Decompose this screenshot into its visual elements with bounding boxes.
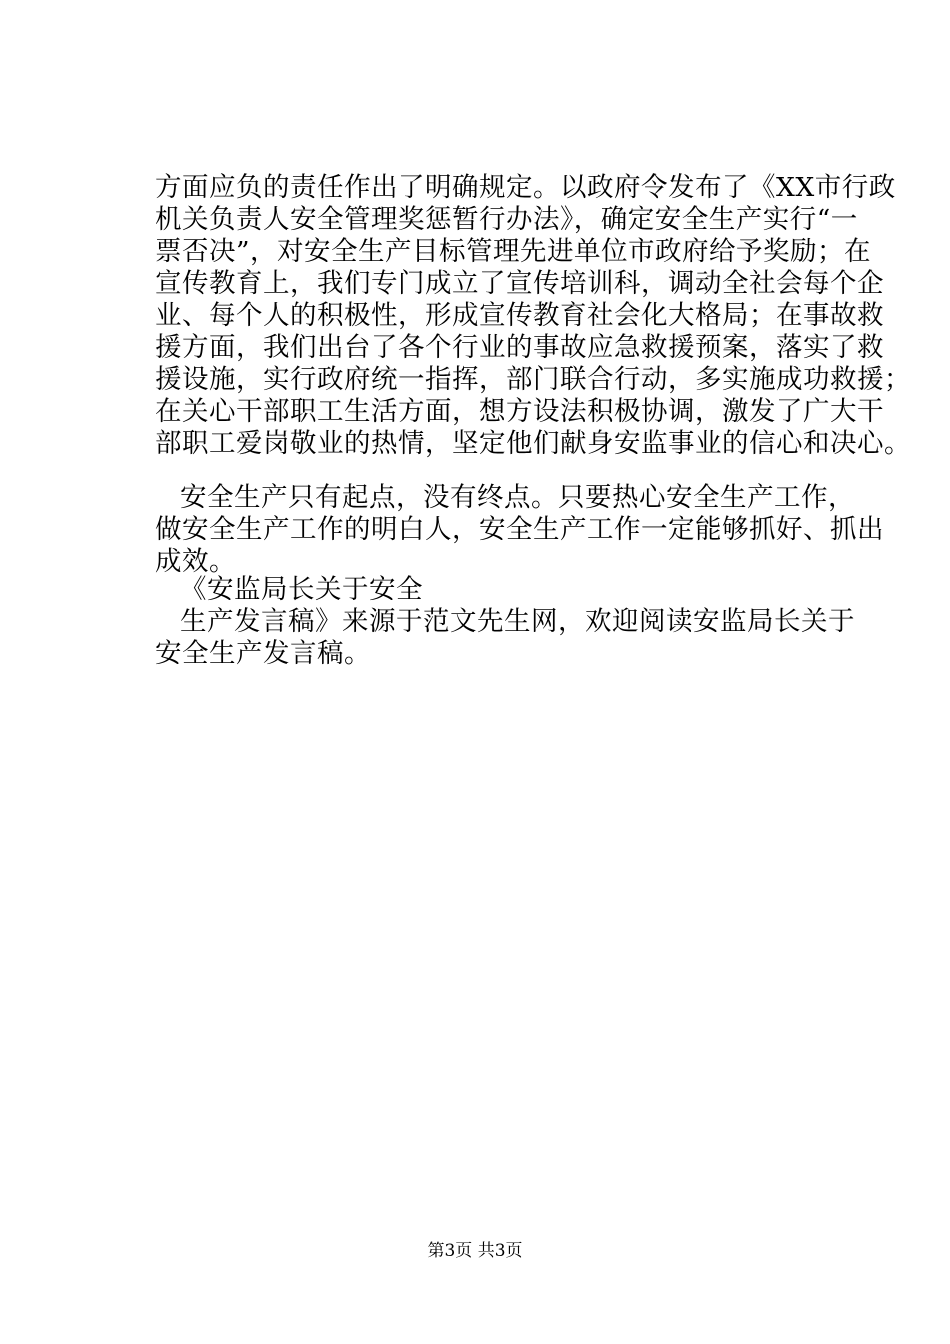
body-text-line: 安全生产只有起点，没有终点。只要热心安全生产工作， — [180, 482, 855, 513]
body-text-line: 安全生产发言稿。 — [155, 638, 371, 669]
body-text-line: 援设施，实行政府统一指挥，部门联合行动，多实施成功救援； — [155, 364, 911, 395]
body-text-line: 在关心干部职工生活方面，想方设法积极协调，激发了广大干 — [155, 396, 884, 427]
body-text-line: 业、每个人的积极性，形成宣传教育社会化大格局；在事故救 — [155, 300, 884, 331]
body-text-line: 机关负责人安全管理奖惩暂行办法》，确定安全生产实行“一 — [155, 204, 858, 235]
body-text-line: 援方面，我们出台了各个行业的事故应急救援预案，落实了救 — [155, 332, 884, 363]
body-text-line: 做安全生产工作的明白人，安全生产工作一定能够抓好、抓出 — [155, 514, 884, 545]
body-text-line: 票否决”，对安全生产目标管理先进单位市政府给予奖励；在 — [155, 236, 872, 267]
body-text-line: 部职工爱岗敬业的热情，坚定他们献身安监事业的信心和决心。 — [155, 428, 911, 459]
body-text-line: 成效。 — [155, 546, 236, 577]
body-text-line: 宣传教育上，我们专门成立了宣传培训科，调动全社会每个企 — [155, 268, 884, 299]
body-text-line: 方面应负的责任作出了明确规定。以政府令发布了《XX市行政 — [155, 172, 896, 203]
body-text-line: 生产发言稿》来源于范文先生网，欢迎阅读安监局长关于 — [180, 606, 855, 637]
body-text-line: 《安监局长关于安全 — [180, 574, 423, 605]
page-number-footer: 第3页 共3页 — [427, 1241, 523, 1261]
